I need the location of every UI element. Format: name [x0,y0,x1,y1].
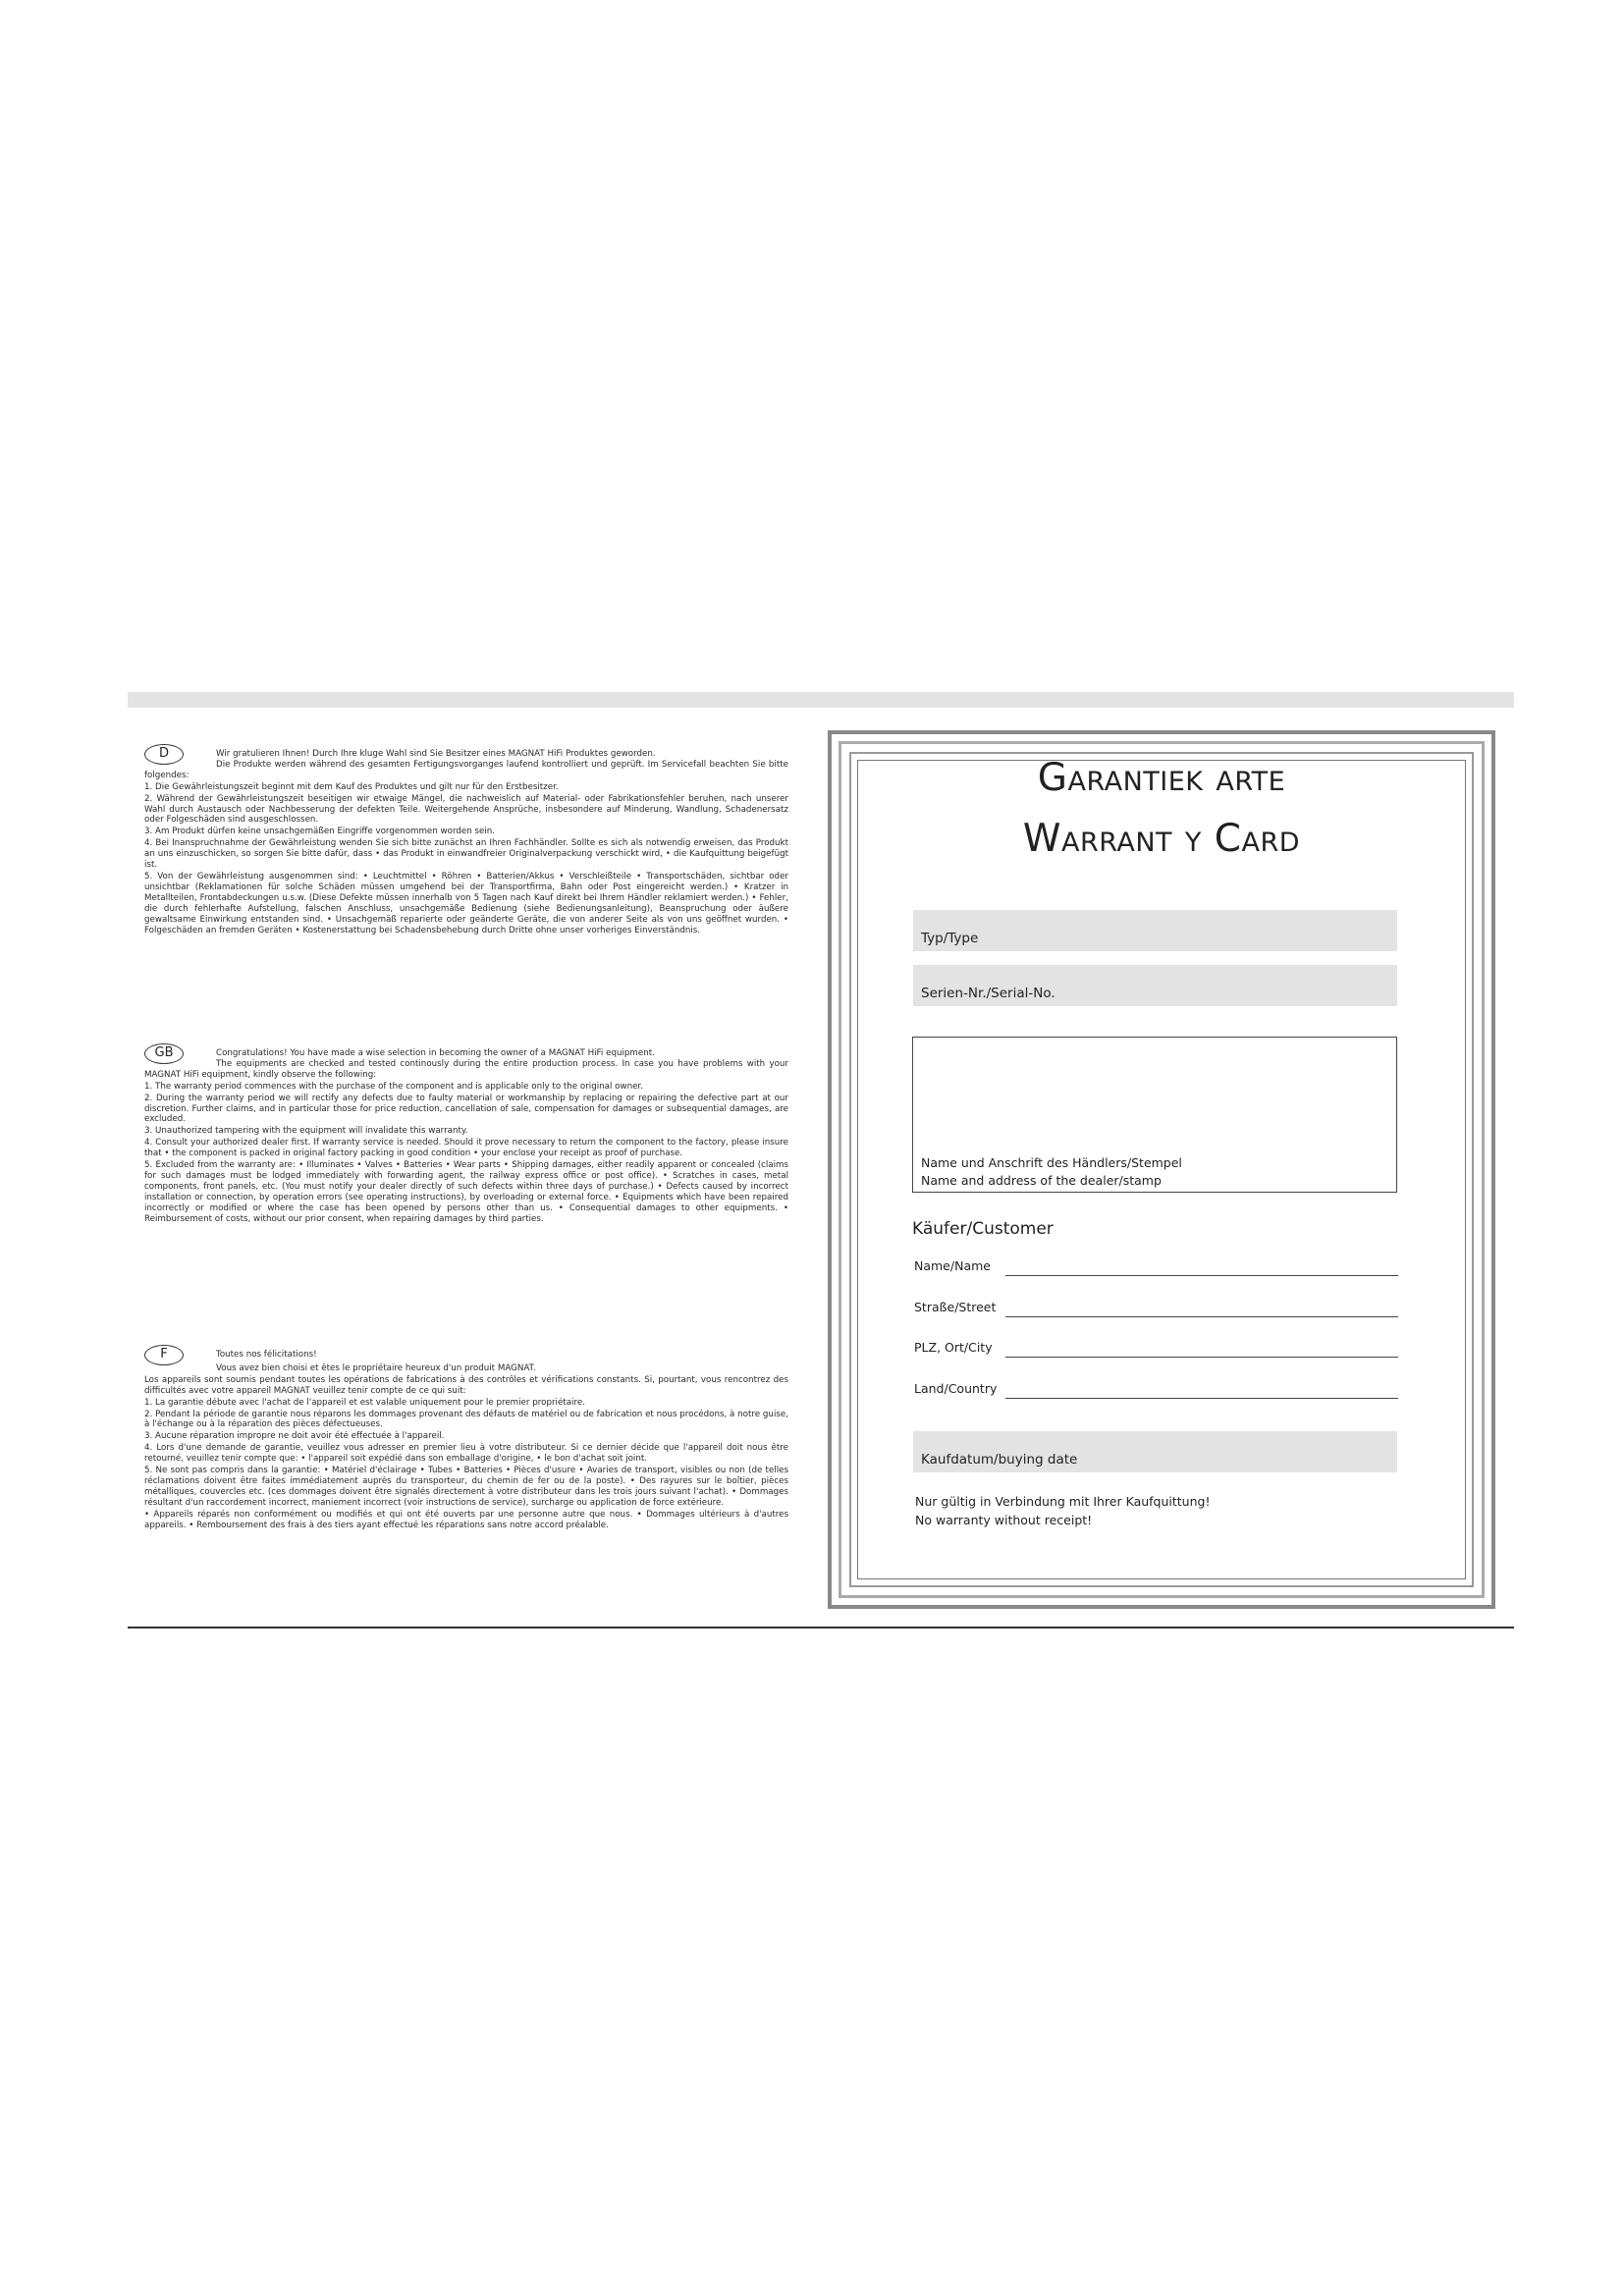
customer-street-field[interactable] [914,1300,1398,1319]
customer-street-label: Straße/Street [914,1300,997,1314]
customer-name-field[interactable] [914,1258,1398,1278]
dealer-label-english: Name and address of the dealer/stamp [921,1173,1162,1188]
terms-intro: Toutes nos félicitations! [216,1350,317,1360]
terms-item: 1. The warranty period commences with the purchase of the component and is applicable only to the original owner. [144,1081,643,1092]
customer-country-field[interactable] [914,1381,1398,1401]
dealer-label-german: Name und Anschrift des Händlers/Stempel [921,1155,1182,1170]
purchase-date-field[interactable] [913,1431,1397,1472]
terms-section-english [144,1043,788,1345]
customer-name-label: Name/Name [914,1258,991,1273]
terms-item: 5. Ne sont pas compris dans la garantie: • Matériel d'éclairage • Tubes • Batteries • Pièces d'usure • Avaries de transport, visibles ou non (de telles réclamations doivent être faites immédiatement auprès du transporteur, du chemin de fer ou de la poste). • Des rayures sur le boîtier, pièces métalliques, couvercles etc. (ces dommages doivent être signalés directement à votre distributeur dans les trois jours suivant l'achat). • Dommages résultant d'un raccordement incorrect, maniement incorrect (voir instructions de service), surcharge ou application de force extérieure. [144,1466,788,1508]
terms-intro-paragraph: Los appareils sont soumis pendant toutes les opérations de fabrications à des contrôles et vérifications constants. Si, pourtant, vous rencontrez des difficultés avec votre appareil MAGNAT veuillez tenir compte de ce qui suit: [144,1374,788,1396]
receipt-note-english: No warranty without receipt! [915,1513,1093,1527]
terms-item: 2. Während der Gewährleistungszeit beseitigen wir etwaige Mängel, die nachweislich auf Material- oder Fabrikationsfehler beruhen, nach unserer Wahl durch Austausch oder Nachbesserung der defekten Teile. Weitergehende Ansprüche, insbesondere auf Minderung, Wandlung, Schadenersatz oder Folgeschäden sind ausgeschlossen. [144,793,788,826]
terms-item: 4. Lors d'une demande de garantie, veuillez vous adresser en premier lieu à votre distributeur. Si ce dernier décide que l'appareil doit nous être retourné, veuillez tenir compte que: • l'appareil soit expédié dans son emballage d'origine, • le bon d'achat soit joint. [144,1443,788,1465]
terms-intro-paragraph: The equipments are checked and tested continously during the entire production process. In case you have problems with your MAGNAT HiFi equipment, kindly observe the following: [144,1058,788,1080]
terms-intro-paragraph: Vous avez bien choisi et êtes le propriétaire heureux d'un produit MAGNAT. [216,1362,536,1373]
terms-item: 4. Consult your authorized dealer first. If warranty service is needed. Should it prove necessary to return the component to the factory, please insure that • the component is packed in original factory packing in good condition • your enclose your receipt as proof of purchase. [144,1138,788,1159]
serial-number-field-label: Serien-Nr./Serial-No. [921,986,1056,1001]
terms-item: 3. Aucune réparation impropre ne doit avoir été effectuée à l'appareil. [144,1431,445,1442]
fill-line [1005,1357,1398,1358]
customer-city-field[interactable] [914,1340,1398,1360]
terms-item: 3. Am Produkt dürfen keine unsachgemäßen Eingriffe vorgenommen worden sein. [144,827,496,837]
terms-intro: Congratulations! You have made a wise selection in becoming the owner of a MAGNAT HiFi equipment. [216,1048,655,1058]
terms-body [144,760,788,936]
serial-number-field[interactable] [913,965,1397,1006]
terms-item: 2. During the warranty period we will rectify any defects due to faulty material or workmanship by replacing or repairing the defective part at our discretion. Further claims, and in particular those for price reduction, cancellation of sale, compensation for damages or subsequential damages, are excluded. [144,1093,788,1125]
fill-line [1005,1316,1398,1317]
language-badge-english: GB [144,1043,184,1064]
warranty-terms-column [144,744,788,1532]
terms-body [144,1059,788,1225]
terms-section-french [144,1345,788,1531]
terms-intro-paragraph: Die Produkte werden während des gesamten Fertigungsvorganges laufend kontrolliert und geprüft. Im Servicefall beachten Sie bitte folgendes: [144,759,788,780]
terms-body [144,1363,788,1531]
bottom-divider [128,1627,1514,1629]
terms-intro: Wir gratulieren Ihnen! Durch Ihre kluge Wahl sind Sie Besitzer eines MAGNAT HiFi Produktes geworden. [216,749,656,759]
language-badge-french: F [144,1345,184,1365]
terms-item: • Appareils réparés non conformément ou modifiés et qui ont été ouverts par une personne autre que nous. • Dommages ultérieurs à d'autres appareils. • Remboursement des frais à des tiers ayant effectué les réparations sans notre accord préalable. [144,1509,788,1530]
purchase-date-label: Kaufdatum/buying date [921,1452,1078,1468]
header-band [128,692,1514,708]
language-badge-german: D [144,744,184,765]
terms-section-german [144,744,788,1043]
terms-item: 1. La garantie débute avec l'achat de l'appareil et est valable uniquement pour le premier propriétaire. [144,1397,585,1408]
terms-item: 4. Bei Inanspruchnahme der Gewährleistung wenden Sie sich bitte zunächst an Ihren Fachhändler. Sollte es sich als notwendig erweisen, das Produkt an uns einzuschicken, so sorgen Sie bitte dafür, dass • das Produkt in einwandfreier Originalverpackung verschickt wird, • die Kaufquittung beigefügt ist. [144,838,788,871]
fill-line [1005,1398,1398,1399]
fill-line [1005,1275,1398,1276]
terms-item: 1. Die Gewährleistungszeit beginnt mit dem Kauf des Produktes und gilt nur für den Erstbesitzer. [144,781,559,792]
card-title-english: Warrant y Card [1022,817,1301,861]
terms-item: 5. Excluded from the warranty are: • Illuminates • Valves • Batteries • Wear parts • Shipping damages, either readily apparent or concealed (claims for such damages must be lodged immediately with forwarding agent, the railway express office or post office). • Scratches in cases, metal components, front panels, etc. (You must notify your dealer directly of such defects within three days of purchase.) • Defects caused by incorrect installation or connection, by operation errors (see operating instructions), by overloading or external force. • Equipments which have been repaired incorrectly or modified or where the case has been opened by persons other than us. • Consequential damages to other equipments. • Reimbursement of costs, without our prior consent, when repairing damages by third parties. [144,1160,788,1224]
customer-country-label: Land/Country [914,1381,998,1396]
customer-heading: Käufer/Customer [912,1219,1054,1239]
card-title-german: Garantiek arte [1037,756,1286,800]
dealer-stamp-box[interactable] [912,1037,1397,1193]
receipt-note-german: Nur gültig in Verbindung mit Ihrer Kaufquittung! [915,1494,1211,1509]
customer-city-label: PLZ, Ort/City [914,1340,993,1355]
terms-item: 5. Von der Gewährleistung ausgenommen sind: • Leuchtmittel • Röhren • Batterien/Akkus • Verschleißteile • Transportschäden, sichtbar oder unsichtbar (Reklamationen für solche Schäden müssen umgehend bei der Transportfirma, Bahn oder Post eingereicht werden.) • Kratzer in Metallteilen, Frontabdeckungen u.s.w. (Diese Defekte müssen innerhalb von 5 Tagen nach Kauf direkt bei Ihrem Händler reklamiert werden.) • Fehler, die durch fehlerhafte Aufstellung, falschen Anschluss, unsachgemäße Bedienung (siehe Bedienungsanleitung), Beanspruchung oder äußere gewaltsame Einwirkung entstanden sind. • Unsachgemäß reparierte oder geänderte Geräte, die von anderer Seite als von uns geöffnet wurden. • Folgeschäden an fremden Geräten • Kostenerstattung bei Schadensbehebung durch Dritte ohne unser vorheriges Einverständnis. [144,871,788,935]
type-field-label: Typ/Type [921,931,979,946]
terms-item: 2. Pendant la période de garantie nous réparons les dommages provenant des défauts de matériel ou de fabrication et nous procédons, à notre guise, à l'échange ou à la réparation des pièces défectueuses. [144,1409,788,1430]
terms-item: 3. Unauthorized tampering with the equipment will invalidate this warranty. [144,1126,468,1137]
type-field[interactable] [913,910,1397,951]
